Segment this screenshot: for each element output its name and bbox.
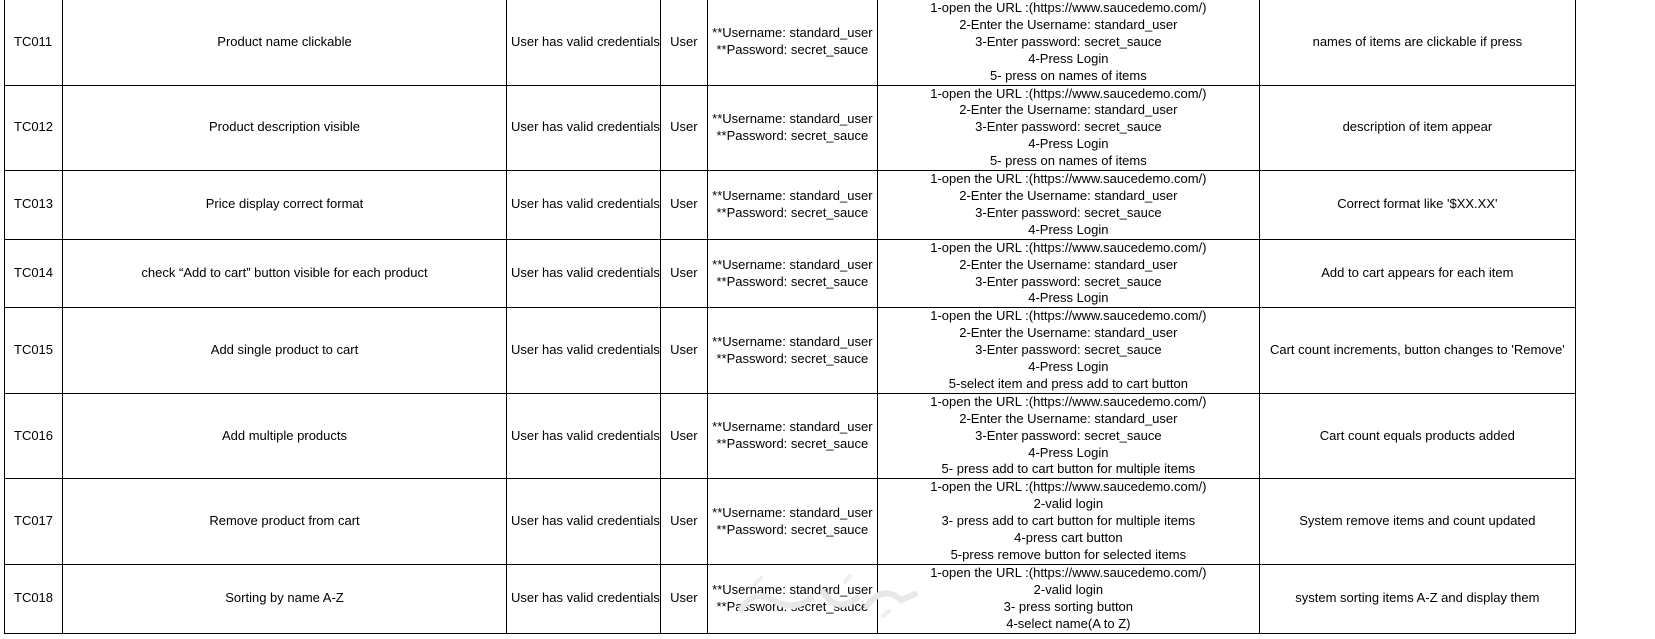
test-data-line: **Password: secret_sauce [716, 521, 869, 537]
test-step-line: 1-open the URL :(https://www.saucedemo.com/) [930, 0, 1207, 15]
table-row [5, 85, 1576, 171]
test-step-line: 3-Enter password: secret_sauce [975, 33, 1162, 49]
test-step-line: 2-Enter the Username: standard_user [959, 256, 1178, 272]
test-step-line: 5- press on names of items [989, 67, 1147, 83]
test-data-line: **Username: standard_user [712, 256, 873, 272]
test-case-id[interactable]: TC014 [5, 239, 63, 308]
test-data-cell[interactable] [707, 171, 877, 240]
test-data-line: **Password: secret_sauce [716, 42, 869, 58]
precondition-cell[interactable]: User has valid credentials [507, 393, 661, 479]
expected-result-cell[interactable]: Add to cart appears for each item [1259, 239, 1575, 308]
test-data-line: **Password: secret_sauce [716, 436, 869, 452]
test-case-title[interactable]: Add multiple products [63, 393, 507, 479]
test-case-id[interactable]: TC018 [5, 564, 63, 633]
expected-result-cell[interactable]: Cart count equals products added [1259, 393, 1575, 479]
expected-result-cell[interactable]: description of item appear [1259, 85, 1575, 171]
test-data-cell[interactable] [707, 85, 877, 171]
table-row [5, 171, 1576, 240]
test-step-line: 2-Enter the Username: standard_user [959, 410, 1178, 426]
test-step-line: 3-Enter password: secret_sauce [975, 342, 1162, 358]
test-step-line: 2-valid login [1033, 582, 1104, 597]
test-step-line: 3- press sorting button [1003, 598, 1134, 614]
test-case-title[interactable]: Product name clickable [63, 0, 507, 85]
test-data-line: **Username: standard_user [712, 25, 873, 41]
test-case-id[interactable]: TC012 [5, 85, 63, 171]
test-step-line: 1-open the URL :(https://www.saucedemo.com/) [930, 308, 1207, 324]
test-data-line: **Username: standard_user [712, 582, 873, 597]
test-step-line: 1-open the URL :(https://www.saucedemo.com/) [930, 239, 1207, 255]
precondition-cell[interactable]: User has valid credentials [507, 171, 661, 240]
test-data-line: **Password: secret_sauce [716, 350, 869, 366]
test-data-line: **Username: standard_user [712, 419, 873, 435]
test-step-line: 2-Enter the Username: standard_user [959, 325, 1178, 341]
test-step-line: 3-Enter password: secret_sauce [975, 273, 1162, 289]
test-case-id[interactable]: TC016 [5, 393, 63, 479]
test-case-table [4, 0, 1576, 634]
test-step-line: 2-valid login [1033, 496, 1104, 512]
precondition-cell[interactable]: User has valid credentials [507, 0, 661, 85]
test-case-title[interactable]: Price display correct format [63, 171, 507, 240]
test-case-id[interactable]: TC013 [5, 171, 63, 240]
test-step-line: 4-Press Login [1028, 136, 1109, 152]
test-step-line: 4-Press Login [1028, 221, 1109, 237]
test-data-cell[interactable] [707, 239, 877, 308]
user-role-cell[interactable]: User [660, 564, 707, 633]
test-step-line: 3-Enter password: secret_sauce [975, 119, 1162, 135]
test-case-title[interactable]: Remove product from cart [63, 479, 507, 565]
expected-result-cell[interactable]: names of items are clickable if press [1259, 0, 1575, 85]
test-step-line: 1-open the URL :(https://www.saucedemo.com/) [930, 479, 1207, 495]
test-case-id[interactable]: TC017 [5, 479, 63, 565]
test-steps-cell[interactable] [877, 171, 1259, 240]
user-role-cell[interactable]: User [660, 393, 707, 479]
table-row [5, 308, 1576, 394]
table-row [5, 0, 1576, 85]
test-data-line: **Username: standard_user [712, 110, 873, 126]
test-steps-cell[interactable] [877, 564, 1259, 633]
test-step-line: 1-open the URL :(https://www.saucedemo.com/) [930, 393, 1207, 409]
table-row [5, 239, 1576, 308]
test-step-line: 2-Enter the Username: standard_user [959, 16, 1178, 32]
test-data-line: **Password: secret_sauce [716, 204, 869, 220]
test-data-line: **Password: secret_sauce [716, 273, 869, 289]
table-row [5, 564, 1576, 633]
test-case-title[interactable]: Add single product to cart [63, 308, 507, 394]
test-data-line: **Username: standard_user [712, 504, 873, 520]
expected-result-cell[interactable]: system sorting items A-Z and display them [1259, 564, 1575, 633]
user-role-cell[interactable]: User [660, 171, 707, 240]
test-steps-cell[interactable] [877, 479, 1259, 565]
test-step-line: 4-select name(A to Z) [1006, 615, 1131, 631]
precondition-cell[interactable]: User has valid credentials [507, 479, 661, 565]
test-data-cell[interactable] [707, 0, 877, 85]
test-steps-cell[interactable] [877, 308, 1259, 394]
test-step-line: 5-select item and press add to cart button [948, 375, 1188, 391]
table-row [5, 479, 1576, 565]
test-step-line: 4-Press Login [1028, 359, 1109, 375]
test-step-line: 3-Enter password: secret_sauce [975, 204, 1162, 220]
test-steps-cell[interactable] [877, 85, 1259, 171]
test-step-line: 4-press cart button [1014, 530, 1123, 546]
test-case-id[interactable]: TC011 [5, 0, 63, 85]
user-role-cell[interactable]: User [660, 308, 707, 394]
test-data-line: **Username: standard_user [712, 333, 873, 349]
precondition-cell[interactable]: User has valid credentials [507, 564, 661, 633]
test-step-line: 2-Enter the Username: standard_user [959, 187, 1178, 203]
test-case-title[interactable]: Sorting by name A-Z [63, 564, 507, 633]
test-case-id[interactable]: TC015 [5, 308, 63, 394]
user-role-cell[interactable]: User [660, 0, 707, 85]
test-data-line: **Password: secret_sauce [716, 598, 869, 614]
user-role-cell[interactable]: User [660, 479, 707, 565]
test-data-cell[interactable] [707, 564, 877, 633]
test-data-line: **Password: secret_sauce [716, 127, 869, 143]
test-step-line: 1-open the URL :(https://www.saucedemo.com/) [930, 85, 1207, 101]
precondition-cell[interactable]: User has valid credentials [507, 239, 661, 308]
test-step-line: 5- press on names of items [989, 153, 1147, 169]
test-case-title[interactable]: Product description visible [63, 85, 507, 171]
test-data-cell[interactable] [707, 393, 877, 479]
expected-result-cell[interactable]: System remove items and count updated [1259, 479, 1575, 565]
expected-result-cell[interactable]: Cart count increments, button changes to 'Remove' [1259, 308, 1575, 394]
test-step-line: 4-Press Login [1028, 444, 1109, 460]
expected-result-cell[interactable]: Correct format like '$XX.XX' [1259, 171, 1575, 240]
test-steps-cell[interactable] [877, 393, 1259, 479]
test-data-cell[interactable] [707, 479, 877, 565]
test-step-line: 5-press remove button for selected items [950, 547, 1187, 562]
precondition-cell[interactable]: User has valid credentials [507, 85, 661, 171]
test-case-title[interactable]: check “Add to cart” button visible for each product [63, 239, 507, 308]
test-step-line: 1-open the URL :(https://www.saucedemo.com/) [930, 565, 1207, 581]
test-steps-cell[interactable] [877, 0, 1259, 85]
test-step-line: 5- press add to cart button for multiple items [941, 461, 1196, 477]
test-steps-cell[interactable] [877, 239, 1259, 308]
user-role-cell[interactable]: User [660, 85, 707, 171]
test-data-line: **Username: standard_user [712, 187, 873, 203]
test-data-cell[interactable] [707, 308, 877, 394]
test-step-line: 1-open the URL :(https://www.saucedemo.com/) [930, 171, 1207, 187]
table-row [5, 393, 1576, 479]
test-step-line: 4-Press Login [1028, 50, 1109, 66]
precondition-cell[interactable]: User has valid credentials [507, 308, 661, 394]
test-step-line: 2-Enter the Username: standard_user [959, 102, 1178, 118]
test-step-line: 3-Enter password: secret_sauce [975, 427, 1162, 443]
test-step-line: 4-Press Login [1028, 290, 1109, 306]
user-role-cell[interactable]: User [660, 239, 707, 308]
test-step-line: 3- press add to cart button for multiple items [941, 513, 1196, 529]
